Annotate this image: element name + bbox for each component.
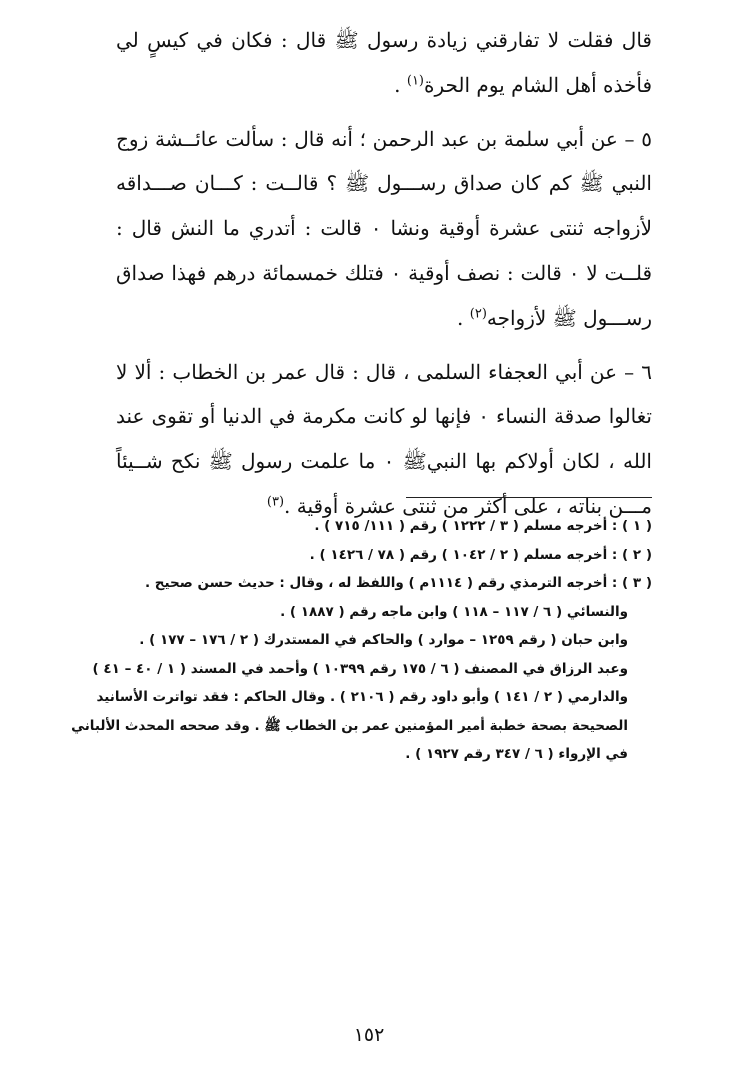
footnote-3-continuation: وعبد الرزاق في المصنف ( ٦ / ١٧٥ رقم ١٠٣٩٩ ) وأحمد في المسند ( ١ / ٤٠ – ٤١ ) (92, 660, 628, 677)
text-line: بناته ، على أكثر من ثنتى عشرة أوقية . (284, 493, 603, 518)
text-line: فأخذه أهل الشام يوم الحرة (424, 72, 652, 97)
text-line: لا تغالوا صدقة النساء ٠ فإنها لو كانت مكرمة في الدنيا أو تقوى عند (116, 359, 652, 429)
text-line: قال فقلت لا تفارقني زيادة رسول ﷺ قال : فكان في كيسٍ لي (116, 28, 652, 52)
footnote-mark: (١) (406, 73, 424, 89)
paragraph-1 (116, 18, 652, 108)
text-line: ٥ – عن أبي سلمة بن عبد الرحمن ؛ أنه قال : سألت عائــشة (154, 126, 652, 151)
main-text (116, 18, 652, 529)
footnote-3-continuation: والنسائي ( ٦ / ١١٧ – ١١٨ ) وابن ماجه رقم ( ١٨٨٧ ) . (280, 603, 628, 620)
paragraph-tail: . (394, 72, 407, 97)
footnote-3-continuation: في الإرواء ( ٦ / ٣٤٧ رقم ١٩٢٧ ) . (405, 746, 628, 762)
text-line: لا ٠ قالت : نصف أوقية ٠ فتلك خمسمائة درهم فهذا صداق رســـول (116, 260, 652, 330)
paragraph-tail: . (457, 305, 470, 330)
footnote-3-continuation: وابن حبان ( رقم ١٢٥٩ – موارد ) والحاكم في المستدرك ( ٢ / ١٧٦ – ١٧٧ ) . (139, 632, 628, 648)
text-line: زوج النبي ﷺ كم كان صداق رســـول ﷺ ؟ قالــت : كـــان صـــداقه (116, 126, 652, 196)
footnote-3: ( ٣ ) : أخرجه الترمذي رقم ( ١١١٤م ) واللفظ له ، وقال : حديث حسن صحيح . (144, 575, 652, 591)
text-line: ٦ – عن أبي العجفاء السلمى ، قال : قال عمر بن الخطاب : ألا (134, 359, 653, 384)
paragraph-3 (116, 350, 652, 529)
footnotes (71, 512, 652, 769)
text-line: ﷺ لأزواجه (486, 305, 577, 330)
footnote-2: ( ٢ ) : أخرجه مسلم ( ٢ / ١٠٤٢ ) رقم ( ٧٨ / ١٤٢٦ ) . (309, 546, 652, 563)
footnote-separator (406, 497, 652, 498)
footnote-1: ( ١ ) : أخرجه مسلم ( ٣ / ١٢٢٢ ) رقم ( ١١١/ ٧١٥ ) . (314, 518, 652, 534)
footnote-3-continuation: الصحيحة بصحة خطبة أمير المؤمنين عمر بن الخطاب ﷺ . وقد صححه المحدث الألباني (71, 717, 628, 734)
footnote-mark: (٣) (266, 494, 285, 510)
text-line: لأزواجه ثنتى عشرة أوقية ونشا ٠ قالت : أتدري ما النش قال : قلــت (116, 216, 653, 285)
paragraph-2 (116, 117, 652, 341)
text-line: الله ، لكان أولاكم بها النبيﷺ ٠ ما علمت رسول ﷺ نكح شــيئاً مـــن (116, 449, 652, 518)
footnote-3-continuation: والدارمي ( ٢ / ١٤١ ) وأبو داود رقم ( ٢١٠٦ ) . وقال الحاكم : فقد تواترت الأسانيد (96, 689, 628, 705)
page-number: ١٥٢ (353, 1024, 385, 1046)
footnote-mark: (٢) (469, 306, 487, 322)
